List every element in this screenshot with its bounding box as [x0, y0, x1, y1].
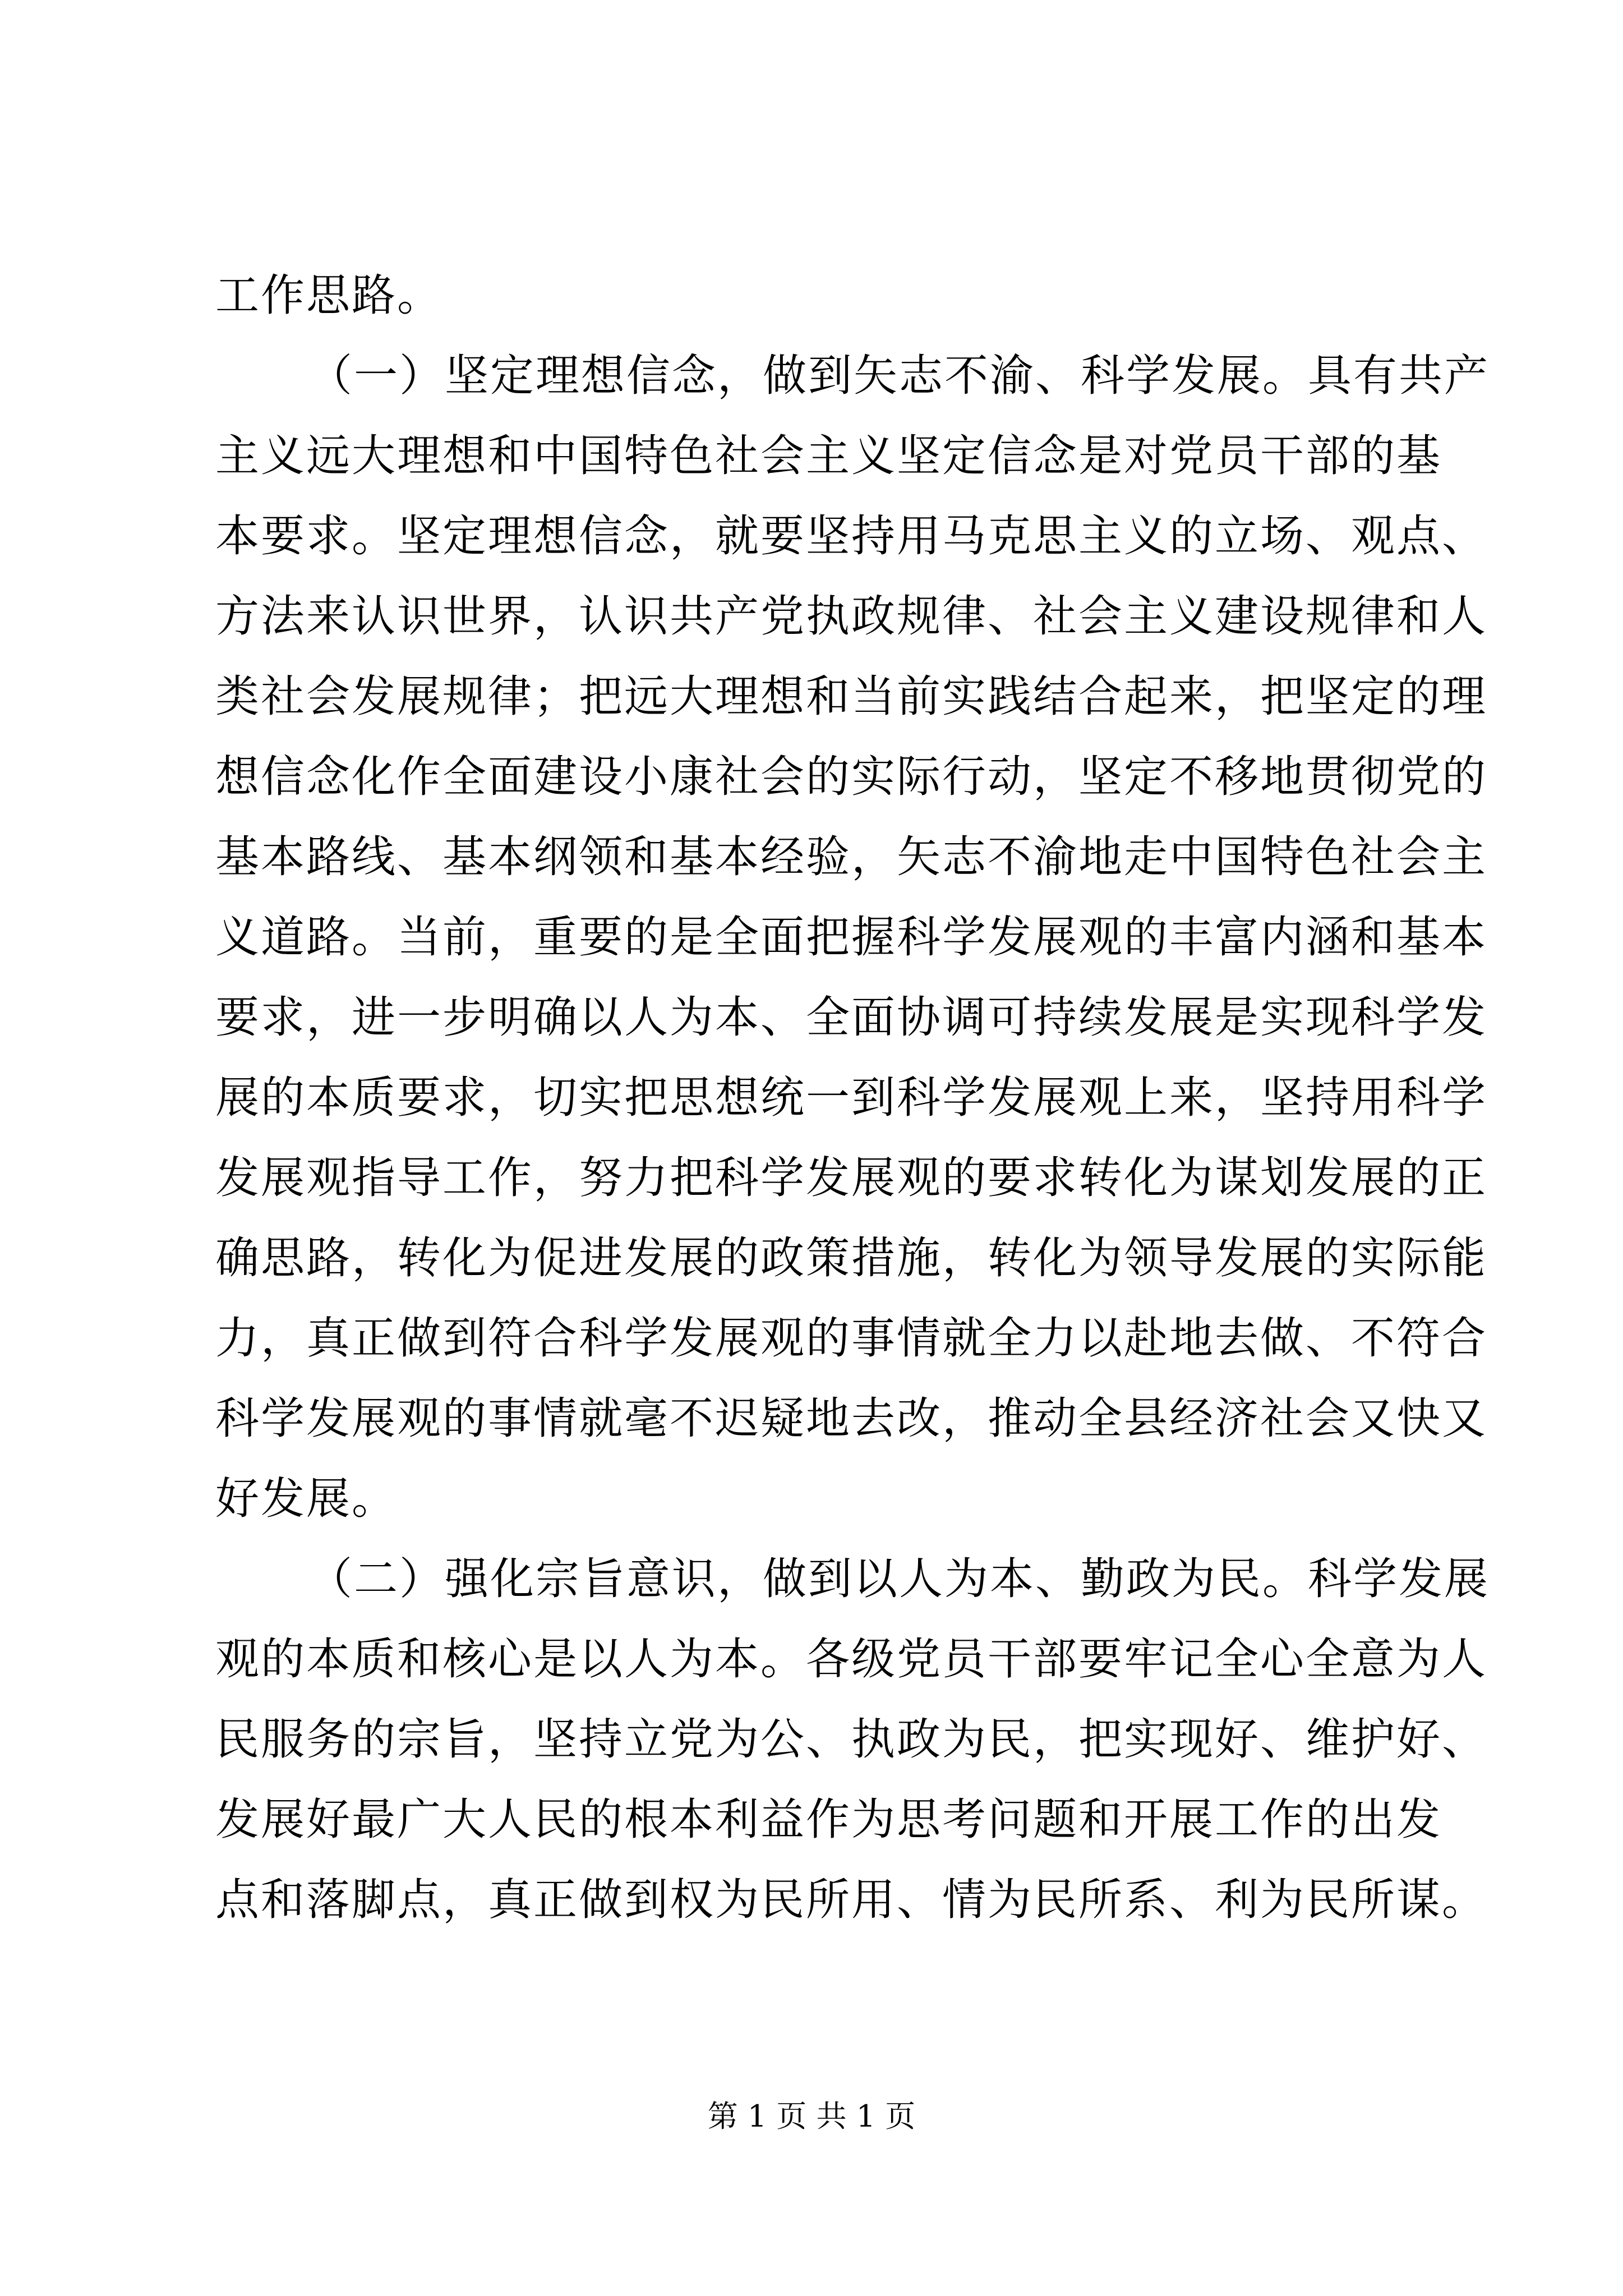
text-line: 观的本质和核心是以人为本。各级党员干部要牢记全心全意为人 [215, 1634, 1488, 1685]
text-line: 好发展。 [215, 1474, 398, 1524]
text-line: （一）坚定理想信念，做到矢志不渝、科学发展。具有共产 [308, 351, 1490, 401]
text-line: 方法来认识世界，认识共产党执政规律、社会主义建设规律和人 [215, 591, 1488, 642]
text-line: 确思路，转化为促进发展的政策措施，转化为领导发展的实际能 [215, 1233, 1488, 1283]
text-line: 本要求。坚定理想信念，就要坚持用马克思主义的立场、观点、 [215, 511, 1488, 562]
text-line: 展的本质要求，切实把思想统一到科学发展观上来，坚持用科学 [215, 1073, 1488, 1123]
text-line: 类社会发展规律；把远大理想和当前实践结合起来，把坚定的理 [215, 671, 1488, 722]
text-line: 民服务的宗旨，坚持立党为公、执政为民，把实现好、维护好、 [215, 1714, 1488, 1765]
text-line: 义道路。当前，重要的是全面把握科学发展观的丰富内涵和基本 [215, 912, 1488, 963]
text-line: 力，真正做到符合科学发展观的事情就全力以赴地去做、不符合 [215, 1313, 1488, 1364]
text-line: 想信念化作全面建设小康社会的实际行动，坚定不移地贯彻党的 [215, 752, 1488, 802]
text-line: 点和落脚点，真正做到权为民所用、情为民所系、利为民所谋。 [215, 1875, 1488, 1925]
text-line: 发展好最广大人民的根本利益作为思考问题和开展工作的出发 [215, 1795, 1442, 1845]
text-line: 工作思路。 [215, 270, 443, 321]
text-line: 要求，进一步明确以人为本、全面协调可持续发展是实现科学发 [215, 992, 1488, 1043]
page-number: 第 1 页 共 1 页 [707, 2099, 916, 2134]
text-line: 发展观指导工作，努力把科学发展观的要求转化为谋划发展的正 [215, 1153, 1488, 1203]
text-line: 基本路线、基本纲领和基本经验，矢志不渝地走中国特色社会主 [215, 832, 1488, 882]
body-text [215, 256, 1490, 1940]
text-line: （二）强化宗旨意识，做到以人为本、勤政为民。科学发展 [308, 1554, 1490, 1604]
page-footer [0, 2097, 1623, 2136]
text-line: 主义远大理想和中国特色社会主义坚定信念是对党员干部的基 [215, 431, 1442, 481]
text-line: 科学发展观的事情就毫不迟疑地去改，推动全县经济社会又快又 [215, 1393, 1488, 1444]
